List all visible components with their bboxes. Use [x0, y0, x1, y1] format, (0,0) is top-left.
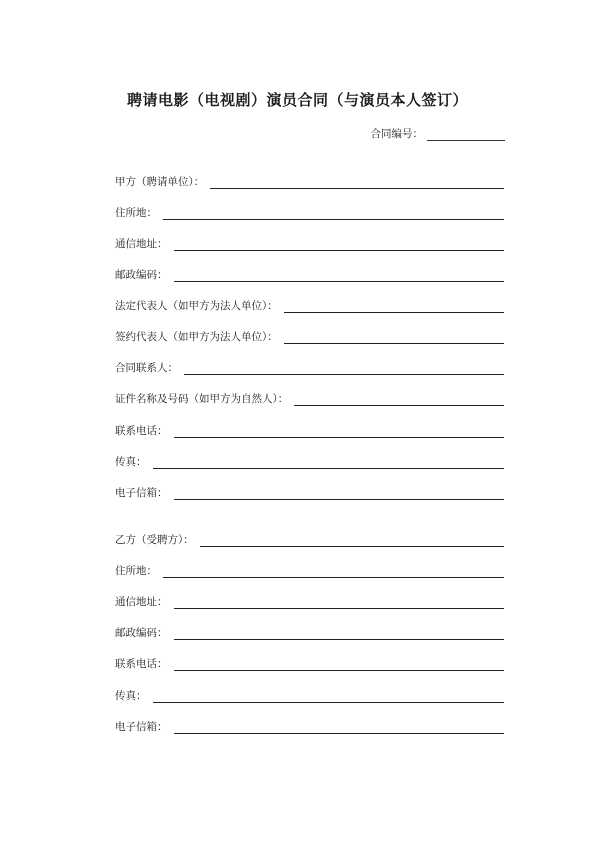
party-b-name-field	[115, 532, 504, 547]
party-b-email-field	[115, 719, 504, 734]
field-label: 传真：	[115, 456, 147, 468]
party-b-fax-field	[115, 688, 504, 703]
contract-number-field	[371, 126, 506, 141]
fill-in-line[interactable]	[163, 209, 504, 220]
party-a-contact-field	[115, 360, 504, 375]
fill-in-line[interactable]	[294, 395, 504, 406]
fill-in-line[interactable]	[174, 723, 505, 734]
field-label: 乙方（受聘方）：	[115, 534, 194, 546]
field-label: 法定代表人（如甲方为法人单位）：	[115, 300, 278, 312]
fill-in-line[interactable]	[174, 271, 505, 282]
party-a-id-field	[115, 391, 504, 406]
field-label: 电子信箱：	[115, 487, 168, 499]
field-label: 电子信箱：	[115, 721, 168, 733]
fill-in-line[interactable]	[210, 178, 504, 189]
field-label: 通信地址：	[115, 238, 168, 250]
fill-in-line[interactable]	[284, 302, 504, 313]
field-label: 住所地：	[115, 565, 157, 577]
fill-in-line[interactable]	[174, 427, 505, 438]
party-a-signing-rep-field	[115, 329, 504, 344]
contract-number-blank[interactable]	[427, 129, 505, 141]
fill-in-line[interactable]	[200, 536, 504, 547]
fill-in-line[interactable]	[174, 240, 505, 251]
fill-in-line[interactable]	[153, 458, 505, 469]
field-label: 通信地址：	[115, 596, 168, 608]
fill-in-line[interactable]	[174, 598, 505, 609]
party-b-postcode-field	[115, 625, 504, 640]
field-label: 合同联系人：	[115, 362, 178, 374]
fill-in-line[interactable]	[284, 333, 504, 344]
party-a-address-field	[115, 205, 504, 220]
field-label: 证件名称及号码（如甲方为自然人）：	[115, 393, 289, 405]
field-label: 邮政编码：	[115, 627, 168, 639]
fill-in-line[interactable]	[184, 364, 504, 375]
party-b-mailing-address-field	[115, 594, 504, 609]
fill-in-line[interactable]	[174, 629, 505, 640]
contract-number-label: 合同编号：	[370, 128, 423, 140]
field-label: 邮政编码：	[115, 269, 168, 281]
party-a-email-field	[115, 485, 504, 500]
field-label: 住所地：	[115, 207, 157, 219]
party-b-address-field	[115, 563, 504, 578]
party-a-postcode-field	[115, 267, 504, 282]
field-label: 联系电话：	[115, 658, 168, 670]
contract-title: 聘请电影（电视剧）演员合同（与演员本人签订）	[126, 91, 468, 109]
party-a-name-field	[115, 174, 504, 189]
fill-in-line[interactable]	[174, 660, 505, 671]
field-label: 联系电话：	[115, 425, 168, 437]
fill-in-line[interactable]	[163, 567, 504, 578]
party-a-fax-field	[115, 454, 504, 469]
fill-in-line[interactable]	[174, 489, 505, 500]
party-a-legal-rep-field	[115, 298, 504, 313]
field-label: 传真：	[115, 690, 147, 702]
party-a-phone-field	[115, 423, 504, 438]
field-label: 签约代表人（如甲方为法人单位）：	[115, 331, 278, 343]
fill-in-line[interactable]	[153, 692, 505, 703]
party-b-phone-field	[115, 656, 504, 671]
party-a-mailing-address-field	[115, 236, 504, 251]
field-label: 甲方（聘请单位）：	[115, 176, 205, 188]
